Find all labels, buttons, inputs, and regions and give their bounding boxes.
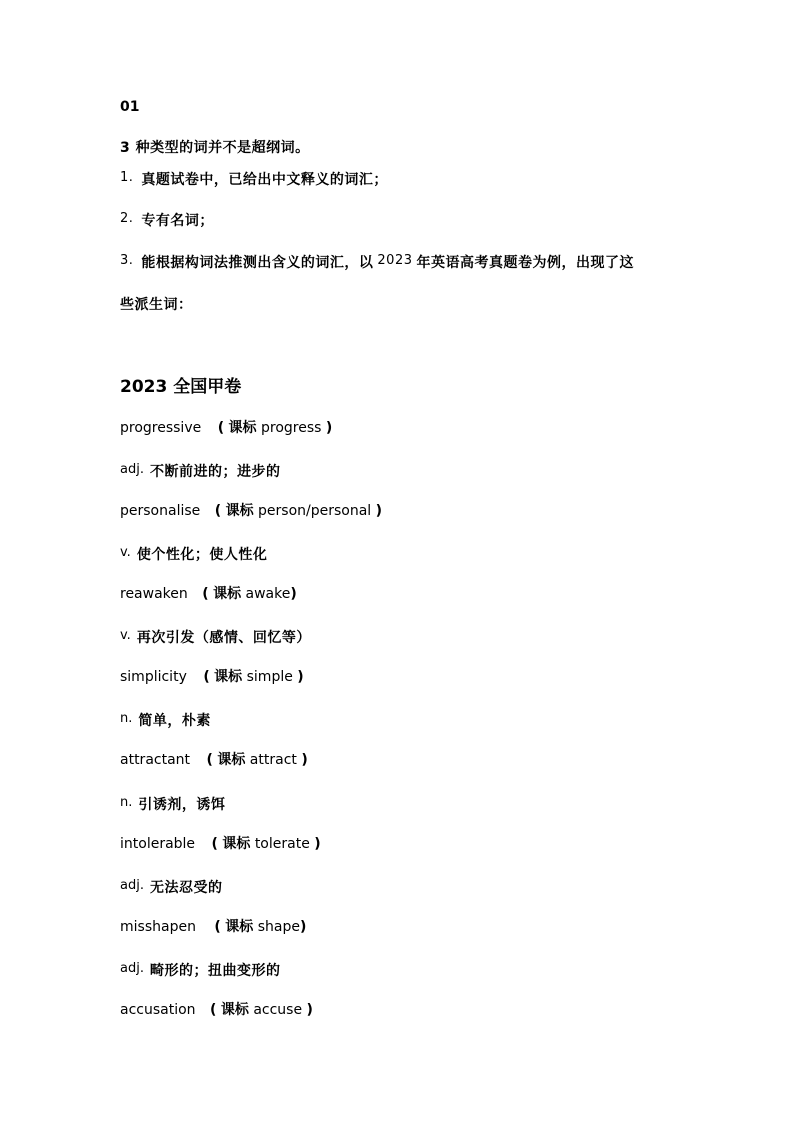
vocab-word: reawaken — [120, 586, 188, 602]
vocab-word: misshapen — [120, 919, 196, 935]
vocab-entry-definition — [120, 712, 211, 728]
vocab-entry-definition — [120, 629, 311, 645]
root-word: person/personal — [258, 503, 372, 519]
vocab-entry-definition — [120, 463, 280, 479]
list-text: 真题试卷中，已给出中文释义的词汇； — [141, 172, 388, 188]
root-word: accuse — [253, 1002, 303, 1018]
list-text-part-b: 年英语高考真题卷为例，出现了这 — [416, 255, 634, 271]
vocab-word: intolerable — [120, 836, 196, 852]
part-of-speech: v. — [120, 628, 131, 643]
part-of-speech: n. — [120, 795, 133, 810]
list-text: 专有名词； — [141, 213, 214, 229]
vocab-entry-definition — [120, 879, 222, 895]
part-of-speech: n. — [120, 711, 133, 726]
list-text-part-a: 能根据构词法推测出含义的词汇，以 — [141, 255, 374, 271]
root-gloss: ( 课标 attract ) — [206, 752, 308, 768]
root-gloss: ( 课标 progress ) — [217, 420, 333, 436]
vocab-entry-definition — [120, 796, 225, 812]
definition: 再次引发（感情、回忆等） — [136, 630, 311, 646]
definition: 使个性化；使人性化 — [136, 547, 268, 563]
vocab-entry-word-line — [120, 504, 382, 518]
part-of-speech: adj. — [120, 878, 144, 893]
part-of-speech: adj. — [120, 462, 144, 477]
root-word: progress — [261, 420, 322, 436]
list-number: 2. — [120, 211, 134, 226]
vocab-word: attractant — [120, 752, 191, 768]
vocab-word: progressive — [120, 420, 202, 436]
root-word: awake — [245, 586, 291, 602]
list-item-1 — [120, 170, 388, 188]
definition: 简单，朴素 — [138, 713, 211, 729]
vocab-entry-word-line — [120, 753, 308, 767]
vocab-entry-word-line — [120, 837, 321, 851]
root-gloss: ( 课标 person/personal ) — [214, 503, 383, 519]
definition: 不断前进的；进步的 — [149, 464, 281, 480]
list-number: 3. — [120, 253, 134, 268]
root-gloss: ( 课标 accuse ) — [210, 1002, 313, 1018]
vocab-entry-definition — [120, 962, 280, 978]
vocab-entry-word-line — [120, 1003, 313, 1017]
vocab-word: simplicity — [120, 669, 187, 685]
root-gloss: ( 课标 awake) — [202, 586, 297, 602]
definition: 引诱剂，诱饵 — [138, 797, 226, 813]
vocab-entry-word-line — [120, 587, 297, 601]
definition: 畸形的；扭曲变形的 — [149, 963, 281, 979]
part-of-speech: v. — [120, 545, 131, 560]
vocab-word: accusation — [120, 1002, 196, 1018]
list-continuation: 些派生词： — [120, 297, 193, 313]
root-gloss: ( 课标 simple ) — [203, 669, 304, 685]
intro-heading: 3 种类型的词并不是超纲词。 — [120, 140, 310, 156]
list-item-3 — [120, 253, 634, 271]
vocab-entry-word-line — [120, 421, 332, 435]
vocab-entry-word-line — [120, 920, 306, 934]
list-number: 1. — [120, 170, 134, 185]
root-word: simple — [246, 669, 293, 685]
vocab-entry-definition — [120, 546, 267, 562]
section-title: 2023 全国甲卷 — [120, 377, 242, 397]
definition: 无法忍受的 — [149, 880, 223, 896]
root-word: attract — [249, 752, 297, 768]
root-word: tolerate — [254, 836, 310, 852]
section-number: 01 — [120, 99, 140, 115]
root-word: shape — [257, 919, 300, 935]
vocab-entry-word-line — [120, 670, 304, 684]
vocab-word: personalise — [120, 503, 201, 519]
root-gloss: ( 课标 tolerate ) — [211, 836, 321, 852]
list-item-2 — [120, 211, 214, 229]
part-of-speech: adj. — [120, 961, 144, 976]
root-gloss: ( 课标 shape) — [214, 919, 307, 935]
year-number: 2023 — [377, 253, 413, 268]
